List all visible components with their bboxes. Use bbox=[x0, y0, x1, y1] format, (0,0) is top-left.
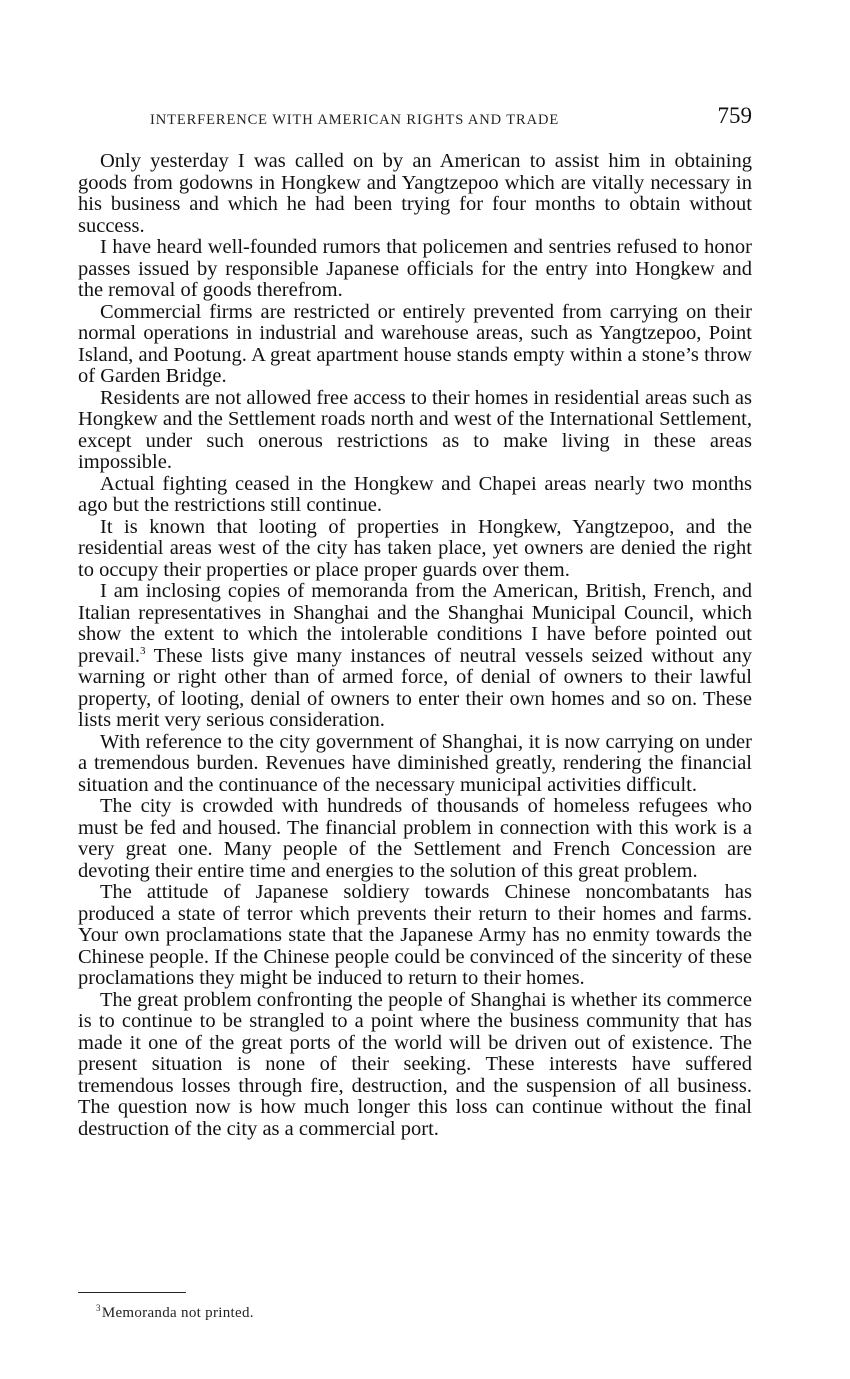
paragraph-looting: It is known that looting of properties in Hongkew, Yangtzepoo, and the residential areas west of the city has taken place, yet owners are denied the right to occupy their properties or place proper guards over them. bbox=[78, 515, 752, 581]
body-text bbox=[78, 151, 752, 1140]
memoranda-text-after: These lists give many instances of neutral vessels seized without any warning or right other than of armed force, of denial of owners to their lawful property, of looting, denial of owners to enter their own homes and so on. These lists merit very serious consideration. bbox=[78, 644, 752, 731]
footnote-mark: 3 bbox=[96, 1303, 101, 1313]
paragraph-passes: I have heard well-founded rumors that policemen and sentries refused to honor passes issued by responsible Japanese officials for the entry into Hongkew and the removal of goods therefrom. bbox=[78, 236, 752, 301]
page-number: 759 bbox=[717, 103, 752, 128]
paragraph-godowns: Only yesterday I was called on by an American to assist him in obtaining goods from godowns in Hongkew and Yangtzepoo which are vitally necessary in his business and which he had been trying for four months to obtain without success. bbox=[78, 150, 752, 237]
paragraph-japanese-soldiery: The attitude of Japanese soldiery towards Chinese noncombatants has produced a state of terror which prevents their return to their homes and farms. Your own proclamations state that the Japanese Army has no enmity towards the Chinese people. If the Chinese people could be convinced of the sincerity of these proclamations they might be induced to return to their homes. bbox=[78, 881, 752, 989]
memoranda-text-before: I am inclosing copies of memoranda from the American, British, French, and Italian representatives in Shanghai and the Shanghai Municipal Council, which show the extent to which the intolerable conditions I have before pointed out prevail. bbox=[78, 580, 752, 667]
running-title: INTERFERENCE WITH AMERICAN RIGHTS AND TRADE bbox=[150, 112, 560, 128]
paragraph-refugees: The city is crowded with hundreds of thousands of homeless refugees who must be fed and housed. The financial problem in connection with this work is a very great one. Many people of the Settlement and French Concession are devoting their entire time and energies to the solution of this great problem. bbox=[78, 795, 752, 882]
paragraph-fighting-ceased: Actual fighting ceased in the Hongkew and Chapei areas nearly two months ago but the restrictions still continue. bbox=[78, 472, 752, 516]
footnote-text: Memoranda not printed. bbox=[101, 1305, 254, 1321]
paragraph-city-government: With reference to the city government of Shanghai, it is now carrying on under a tremendous burden. Revenues have diminished greatly, rendering the financial situation and the continuance of the necessary municipal activities difficult. bbox=[78, 730, 752, 796]
footnote-reference: 3 bbox=[140, 644, 146, 657]
running-header bbox=[78, 103, 752, 135]
paragraph-commercial-firms: Commercial firms are restricted or entirely prevented from carrying on their normal operations in industrial and warehouse areas, such as Yangtzepoo, Point Island, and Pootung. A great apartment house stands empty within a stone’s throw of Garden Bridge. bbox=[78, 300, 752, 387]
paragraph-great-problem: The great problem confronting the people of Shanghai is whether its commerce is to continue to be strangled to a point where the business community that has made it one of the great ports of the world will be driven out of existence. The present situation is none of their seeking. These interests have suffered tremendous losses through fire, destruction, and the suspension of all business. The question now is how much longer this loss can continue without the final destruction of the city as a commercial port. bbox=[78, 988, 752, 1140]
footnote bbox=[96, 1305, 254, 1322]
paragraph-memoranda bbox=[78, 581, 752, 732]
footnote-rule bbox=[78, 1292, 186, 1293]
paragraph-residents: Residents are not allowed free access to their homes in residential areas such as Hongkew and the Settlement roads north and west of the International Settlement, except under such onerous restrictions as to make living in these areas impossible. bbox=[78, 386, 752, 473]
document-page bbox=[78, 0, 752, 1379]
